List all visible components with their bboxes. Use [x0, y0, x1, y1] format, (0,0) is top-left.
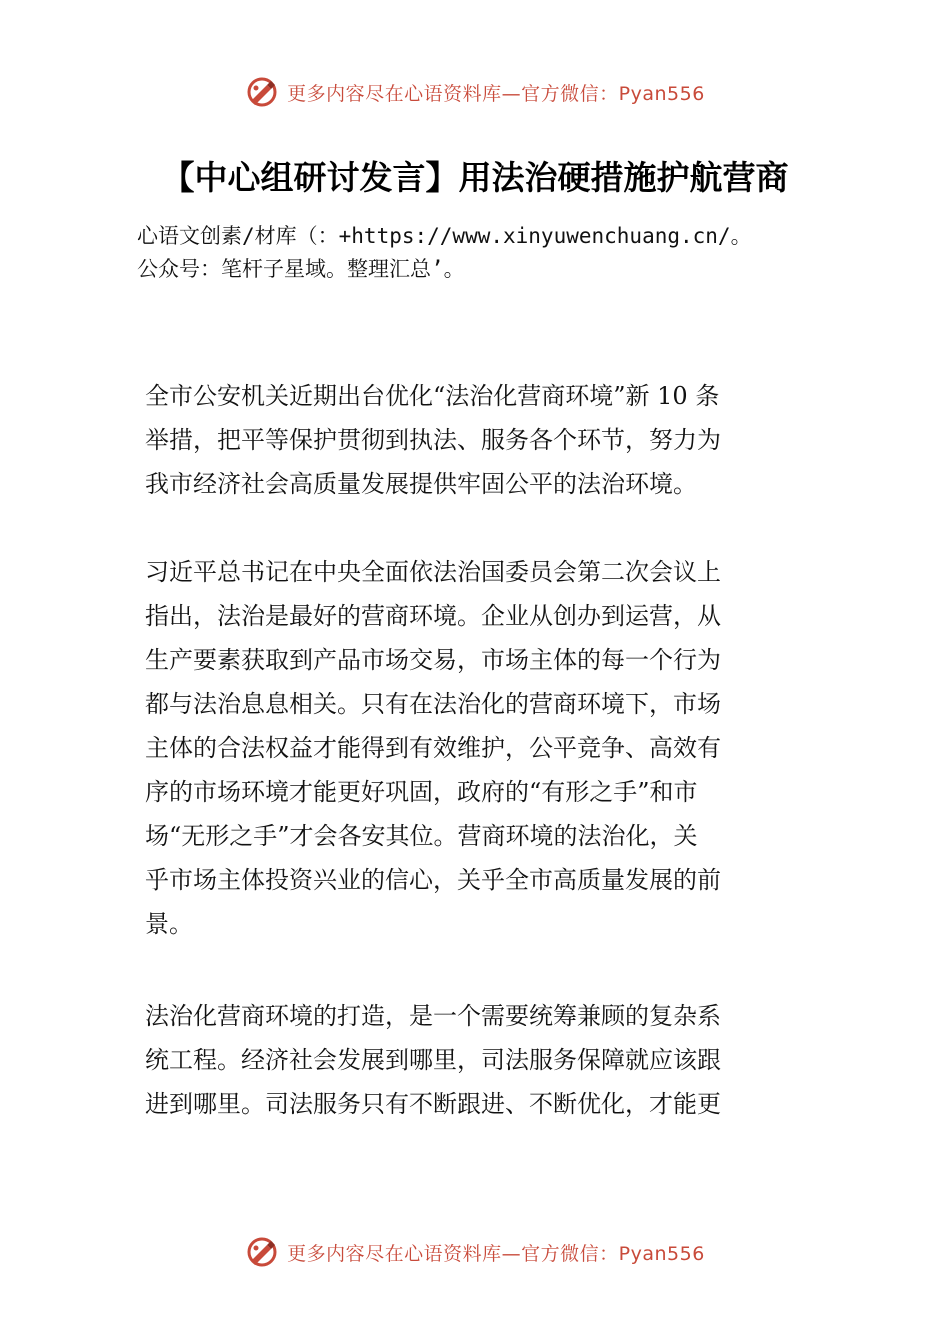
paragraph-line: 举措，把平等保护贯彻到执法、服务各个环节，努力为	[145, 426, 721, 454]
paragraph-line: 法治化营商环境的打造，是一个需要统筹兼顾的复杂系	[145, 1002, 721, 1030]
paragraph-line: 乎市场主体投资兴业的信心，关乎全市高质量发展的前	[145, 866, 721, 894]
pen-circle-logo-icon	[245, 75, 279, 109]
paragraph-line: 全市公安机关近期出台优化“法治化营商环境”新 10 条	[145, 382, 720, 410]
paragraph-line: 主体的合法权益才能得到有效维护，公平竞争、高效有	[145, 734, 721, 762]
header-watermark	[0, 72, 950, 112]
footer-watermark	[0, 1232, 950, 1272]
body-paragraph-3	[145, 994, 825, 1126]
paragraph-line: 习近平总书记在中央全面依法治国委员会第二次会议上	[145, 558, 721, 586]
source-line: 心语文创素/材库（：+https://www.xinyuwenchuang.cn/。	[137, 224, 752, 248]
body-paragraph-2	[145, 550, 825, 946]
paragraph-line: 生产要素获取到产品市场交易，市场主体的每一个行为	[145, 646, 721, 674]
source-line: 公众号：笔杆子星域。整理汇总’。	[137, 257, 465, 281]
watermark-text: 更多内容尽在心语资料库—官方微信：Pyan556	[287, 1242, 705, 1265]
paragraph-line: 都与法治息息相关。只有在法治化的营商环境下，市场	[145, 690, 721, 718]
paragraph-line: 场“无形之手”才会各安其位。营商环境的法治化，关	[145, 822, 698, 850]
document-title: 【中心组研讨发言】用法治硬措施护航营商	[161, 158, 789, 197]
source-note	[137, 220, 937, 286]
watermark-text: 更多内容尽在心语资料库—官方微信：Pyan556	[287, 82, 705, 105]
paragraph-line: 我市经济社会高质量发展提供牢固公平的法治环境。	[145, 470, 697, 498]
paragraph-line: 进到哪里。司法服务只有不断跟进、不断优化，才能更	[145, 1090, 721, 1118]
pen-circle-logo-icon	[245, 1235, 279, 1269]
paragraph-line: 景。	[145, 910, 193, 938]
paragraph-line: 序的市场环境才能更好巩固，政府的“有形之手”和市	[145, 778, 698, 806]
paragraph-line: 指出，法治是最好的营商环境。企业从创办到运营，从	[145, 602, 721, 630]
body-paragraph-1	[145, 374, 825, 506]
paragraph-line: 统工程。经济社会发展到哪里，司法服务保障就应该跟	[145, 1046, 721, 1074]
